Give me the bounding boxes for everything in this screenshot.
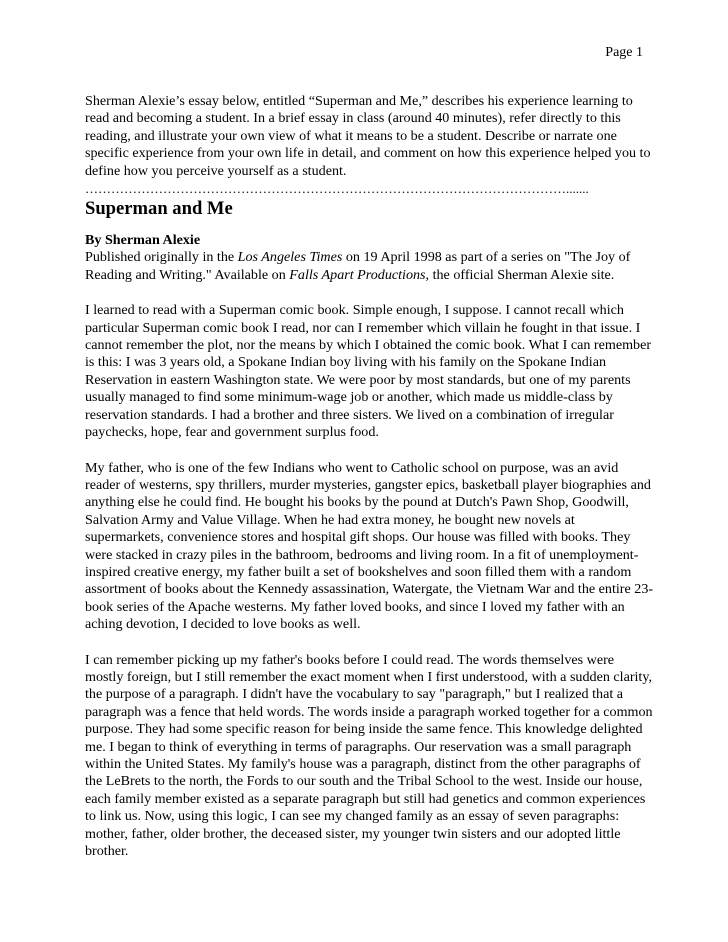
document-body	[85, 93, 655, 860]
dotted-separator: ………………………………………………………………………………………………….......	[85, 181, 589, 197]
page-number: Page 1	[605, 45, 643, 60]
essay-paragraph-3: I can remember picking up my father's books before I could read. The words themselves were mostly foreign, but I still remember the exact moment when I first understood, with a sudden clarity, the purpose of a paragraph. I didn't have the vocabulary to say "paragraph," but I realized that a paragraph was a fence that held words. The words inside a paragraph worked together for a common purpose. They had some specific reason for being inside the same fence. This knowledge delighted me. I began to think of everything in terms of paragraphs. Our reservation was a small paragraph within the United States. My family's house was a paragraph, distinct from the other paragraphs of the LeBrets to the north, the Fords to our south and the Tribal School to the west. Inside our house, each family member existed as a separate paragraph but still had genetics and common experiences to link us. Now, using this logic, I can see my changed family as an essay of seven paragraphs: mother, father, older brother, the deceased sister, my younger twin sisters and our adopted little brother.	[85, 651, 653, 860]
essay-title: Superman and Me	[85, 198, 233, 220]
newspaper-name: Los Angeles Times	[237, 249, 343, 266]
publication-pre: Published originally in the	[85, 249, 238, 266]
publication-post: , the official Sherman Alexie site.	[425, 266, 615, 283]
assignment-prompt: Sherman Alexie’s essay below, entitled “Superman and Me,” describes his experience learning to read and becoming a student. In a brief essay in class (around 40 minutes), refer directly to this reading, and illustrate your own view of what it means to be a student. Describe or narrate one specific experience from your own life in detail, and comment on how this experience helped you to define how you perceive yourself as a student.	[85, 93, 651, 179]
site-name: Falls Apart Productions	[289, 266, 426, 283]
essay-paragraph-2: My father, who is one of the few Indians who went to Catholic school on purpose, was an avid reader of westerns, spy thrillers, murder mysteries, gangster epics, basketball player biographies and anything else he could find. He bought his books by the pound at Dutch's Pawn Shop, Goodwill, Salvation Army and Value Village. When he had extra money, he bought new novels at supermarkets, convenience stores and hospital gift shops. Our house was filled with books. They were stacked in crazy piles in the bathroom, bedrooms and living room. In a fit of unemployment-inspired creative energy, my father built a set of bookshelves and soon filled them with a random assortment of books about the Kennedy assassination, Watergate, the Vietnam War and the entire 23-book series of the Apache westerns. My father loved books, and since I loved my father with an aching devotion, I decided to love books as well.	[85, 459, 654, 633]
essay-byline	[85, 232, 655, 284]
byline-text: By Sherman Alexie	[85, 232, 201, 249]
publication-mid: on 19 April 1998 as part of a series on "The Joy of Reading and Writing." Available on	[85, 249, 631, 283]
essay-paragraph-1: I learned to read with a Superman comic book. Simple enough, I suppose. I cannot recall which particular Superman comic book I read, nor can I remember which villain he fought in that issue. I cannot remember the plot, nor the means by which I obtained the comic book. What I can remember is this: I was 3 years old, a Spokane Indian boy living with his family on the Spokane Indian Reservation in eastern Washington state. We were poor by most standards, but one of my parents usually managed to find some minimum-wage job or another, which made us middle-class by reservation standards. I had a brother and three sisters. We lived on a combination of irregular paychecks, hope, fear and government surplus food.	[85, 302, 652, 441]
